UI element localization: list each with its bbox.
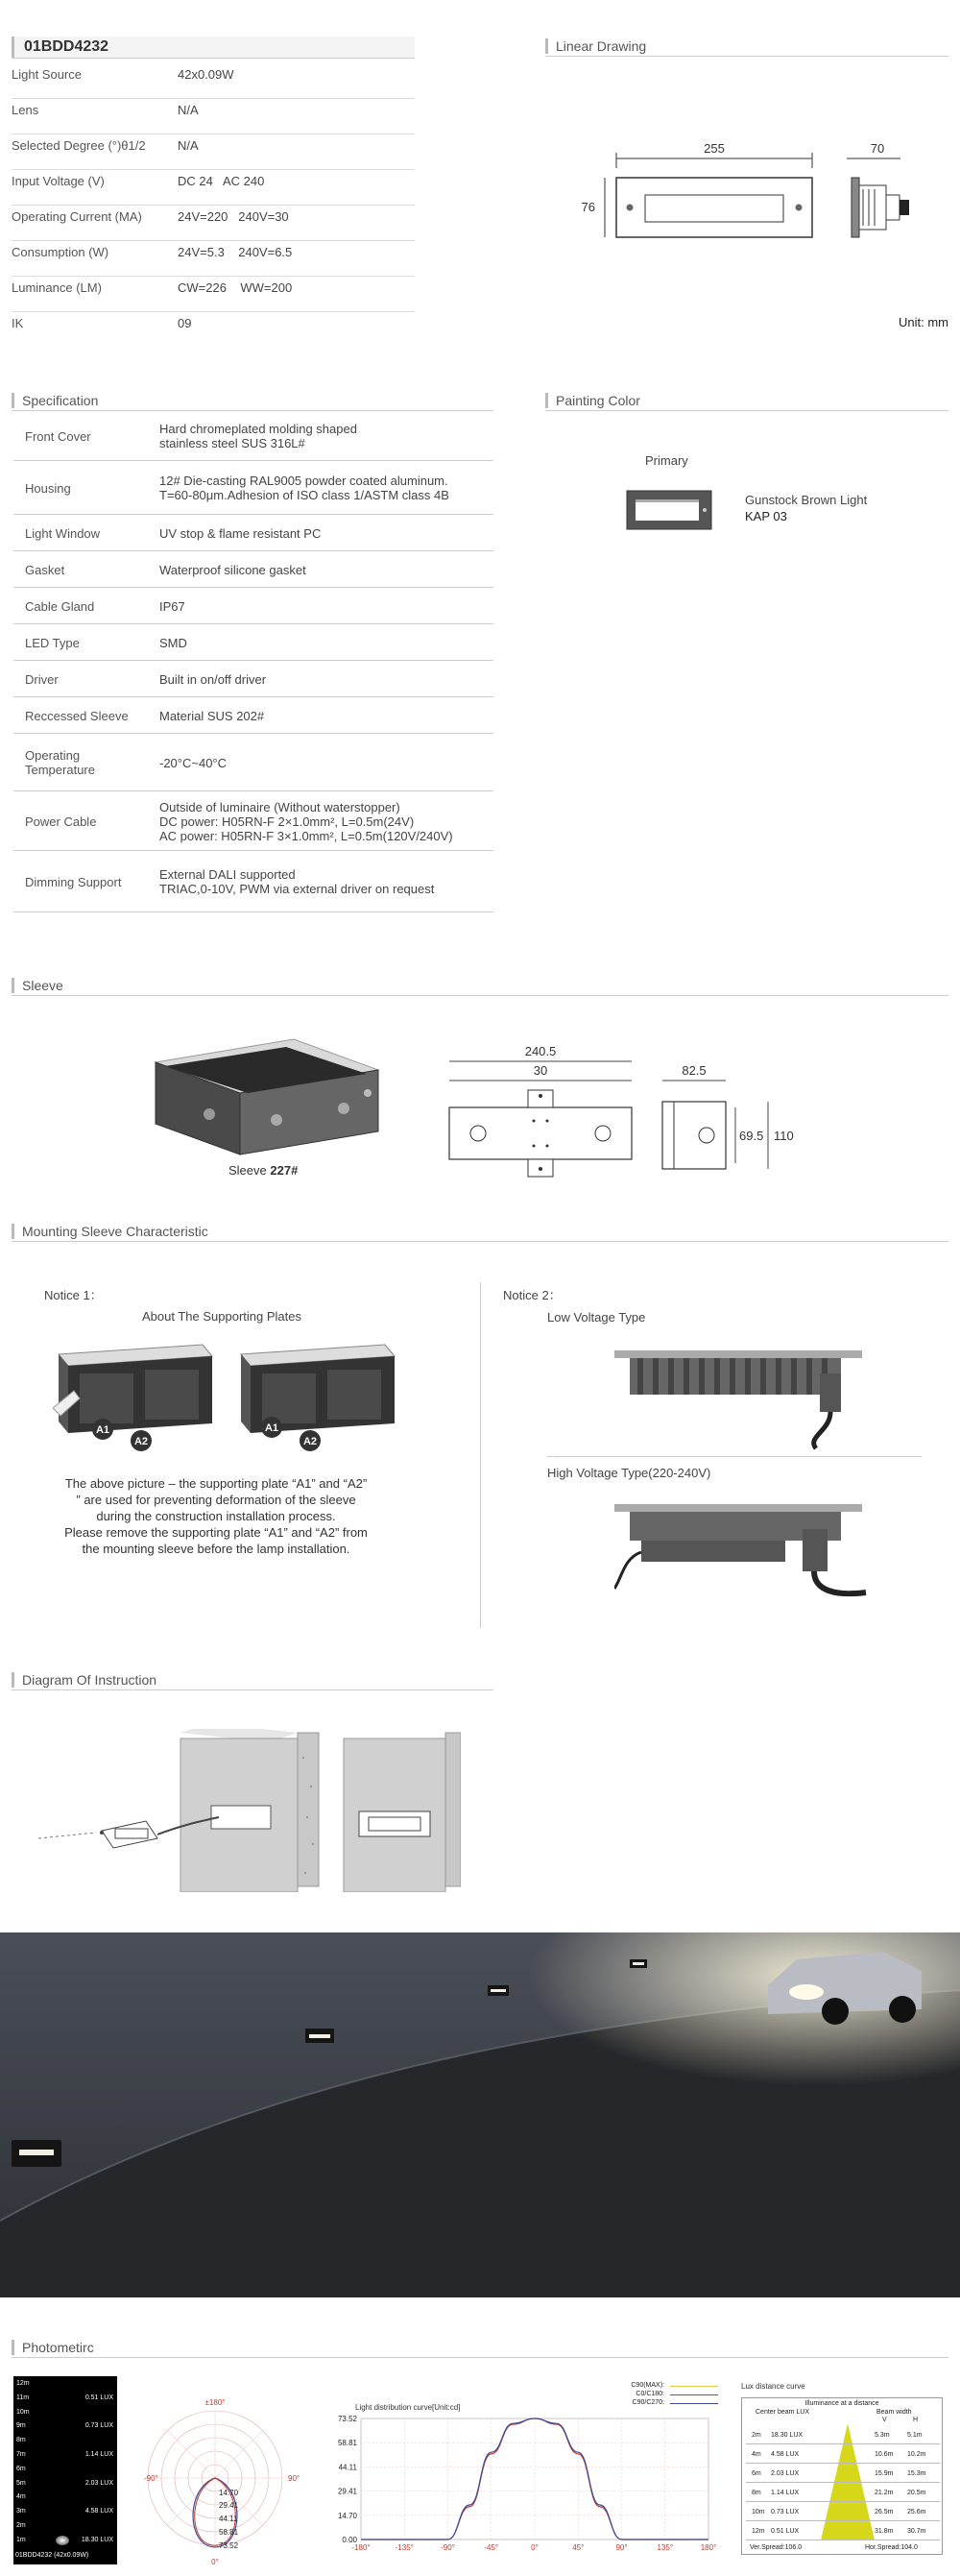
legend-entry xyxy=(576,2399,720,2408)
low-voltage-label: Low Voltage Type xyxy=(547,1310,646,1324)
high-voltage-illustration xyxy=(614,1500,874,1606)
illum-v: 21.2m xyxy=(875,2490,894,2496)
parameter-row xyxy=(12,63,415,99)
sleeve-drawing-side xyxy=(653,1061,816,1177)
lux-row-value: 2.03 LUX xyxy=(84,2479,113,2487)
lux-row-value: 18.30 LUX xyxy=(81,2536,113,2543)
illum-distance: 4m xyxy=(752,2451,761,2458)
illum-h: 10.2m xyxy=(907,2451,926,2458)
lux-row-distance: 4m xyxy=(16,2493,26,2501)
spec-value: Built in on/off driver xyxy=(159,672,267,687)
sleeve-title: Sleeve xyxy=(12,978,63,993)
illum-header-center: Center beam LUX xyxy=(756,2409,810,2416)
illum-h: 20.5m xyxy=(907,2490,926,2496)
parameter-key: Operating Current (MA) xyxy=(12,209,142,224)
badge-a2-right: A2 xyxy=(302,1436,318,1447)
spec-row xyxy=(13,661,493,697)
lux-row-distance: 11m xyxy=(16,2394,30,2401)
legend-swatch xyxy=(670,2394,718,2395)
lux-row xyxy=(13,2480,117,2493)
spec-key: LED Type xyxy=(25,636,80,650)
polar-plot xyxy=(144,2380,307,2568)
light-distribution-chart xyxy=(317,2409,720,2563)
legend-label: C90(MAX): xyxy=(631,2382,664,2389)
illum-row-line xyxy=(746,2443,940,2444)
chart-x-tick-label: -90° xyxy=(441,2543,455,2552)
spec-key: Power Cable xyxy=(25,814,97,829)
parameter-key: Selected Degree (°)θ1/2 xyxy=(12,138,146,153)
parameter-row xyxy=(12,170,415,206)
parameter-value: 24V=5.3 240V=6.5 xyxy=(178,245,293,259)
illum-lux: 18.30 LUX xyxy=(771,2432,804,2439)
primary-label: Primary xyxy=(645,453,688,468)
application-scene-photo xyxy=(0,1932,960,2297)
lux-row-distance: 3m xyxy=(16,2508,26,2515)
spec-key: Front Cover xyxy=(25,429,91,444)
lux-row xyxy=(13,2522,117,2536)
ver-spread: Ver.Spread:106.0 xyxy=(750,2544,803,2551)
legend-swatch xyxy=(670,2386,718,2387)
parameter-value: DC 24 AC 240 xyxy=(178,174,265,188)
parameter-row xyxy=(12,241,415,277)
spec-value: Material SUS 202# xyxy=(159,709,265,723)
illum-v: 26.5m xyxy=(875,2509,894,2515)
polar-label-right: 90° xyxy=(288,2474,300,2483)
polar-value-1: 14.70 xyxy=(219,2489,239,2497)
lux-row-distance: 9m xyxy=(16,2422,26,2430)
illum-distance: 6m xyxy=(752,2470,761,2477)
lux-panel xyxy=(13,2376,117,2564)
illum-header-beam: Beam width xyxy=(876,2409,912,2416)
chart-x-tick-label: 90° xyxy=(615,2543,628,2552)
lux-row-distance: 1m xyxy=(16,2536,26,2543)
lux-row xyxy=(13,2380,117,2394)
parameter-value: N/A xyxy=(178,103,199,117)
lux-distance-title: Lux distance curve xyxy=(741,2382,805,2391)
spec-key: Cable Gland xyxy=(25,599,95,614)
notice-1-text: The above picture – the supporting plate “A1” and “A2” ” are used for preventing deformation of the sleeve during the construction installation process. Please remove the supporting plate “A1” and “A2” from the mounting sleeve before the lamp installation. xyxy=(64,1476,368,1556)
polar-value-2: 29.41 xyxy=(219,2501,239,2510)
instruction-title: Diagram Of Instruction xyxy=(12,1672,156,1688)
parameter-key: IK xyxy=(12,316,24,330)
sleeve-photo xyxy=(152,1035,382,1160)
parameter-value: 24V=220 240V=30 xyxy=(178,209,289,224)
lux-row xyxy=(13,2422,117,2436)
illum-distance: 10m xyxy=(752,2509,765,2515)
spec-key: Gasket xyxy=(25,563,65,577)
illum-lux: 0.51 LUX xyxy=(771,2528,800,2535)
notice-2-label: Notice 2： xyxy=(503,1288,562,1302)
supporting-plate-illustration xyxy=(53,1341,398,1456)
polar-value-5: 73.52 xyxy=(219,2541,239,2550)
chart-x-tick-label: 45° xyxy=(572,2543,585,2552)
spec-key: Reccessed Sleeve xyxy=(25,709,129,723)
illum-v: 5.3m xyxy=(875,2432,890,2439)
illum-v: 31.8m xyxy=(875,2528,894,2535)
illum-v: 10.6m xyxy=(875,2451,894,2458)
spec-value: Outside of luminaire (Without waterstopper) DC power: H05RN-F 2×1.0mm², L=0.5m(24V) AC power: H05RN-F 3×1.0mm², L=0.5m(120V/240V) xyxy=(159,800,453,843)
lux-row-distance: 2m xyxy=(16,2522,26,2529)
spec-value: IP67 xyxy=(159,599,185,614)
chart-plot-area xyxy=(361,2418,708,2540)
polar-label-top: ±180° xyxy=(204,2398,226,2407)
hor-spread: Hor.Spread:104.0 xyxy=(865,2544,918,2551)
parameter-row xyxy=(12,99,415,134)
spec-value: External DALI supported TRIAC,0-10V, PWM via external driver on request xyxy=(159,867,435,896)
instruction-diagram xyxy=(38,1729,461,1892)
chart-x-tick-label: -180° xyxy=(351,2543,371,2552)
lux-row xyxy=(13,2437,117,2450)
illum-lux: 2.03 LUX xyxy=(771,2470,800,2477)
chart-x-tick-label: 0° xyxy=(531,2543,539,2552)
polar-value-3: 44.11 xyxy=(219,2515,238,2523)
illum-h: 15.3m xyxy=(907,2470,926,2477)
high-voltage-label: High Voltage Type(220-240V) xyxy=(547,1466,711,1480)
spec-row xyxy=(13,411,493,461)
lux-row-distance: 5m xyxy=(16,2479,26,2487)
parameter-key: Input Voltage (V) xyxy=(12,174,105,188)
notice-1-label: Notice 1： xyxy=(44,1288,103,1302)
illum-v: 15.9m xyxy=(875,2470,894,2477)
illum-lux: 1.14 LUX xyxy=(771,2490,800,2496)
parameter-row xyxy=(12,312,415,348)
spec-row xyxy=(13,734,493,791)
spec-key: Dimming Support xyxy=(25,875,122,889)
lux-row-distance: 8m xyxy=(16,2437,26,2444)
spec-row xyxy=(13,515,493,551)
notice-1-subtitle: About The Supporting Plates xyxy=(142,1309,301,1324)
badge-a1-left: A1 xyxy=(95,1424,110,1436)
illum-distance: 2m xyxy=(752,2432,761,2439)
parameter-key: Consumption (W) xyxy=(12,245,109,259)
illum-row-line xyxy=(746,2463,940,2464)
notice-2-separator xyxy=(547,1456,922,1457)
spec-value: SMD xyxy=(159,636,187,650)
lux-row xyxy=(13,2466,117,2479)
illum-row xyxy=(746,2446,940,2464)
chart-x-tick-label: -135° xyxy=(395,2543,414,2552)
sleeve-caption xyxy=(228,1163,298,1178)
lux-row xyxy=(13,2394,117,2408)
product-code: 01BDD4232 xyxy=(12,36,415,58)
spec-key: Operating Temperature xyxy=(25,748,95,777)
chart-x-tick-label: 135° xyxy=(657,2543,674,2552)
lux-row-value: 4.58 LUX xyxy=(84,2508,113,2515)
illum-table xyxy=(741,2397,943,2555)
illum-header-h: H xyxy=(913,2417,919,2423)
mounting-title: Mounting Sleeve Characteristic xyxy=(12,1224,208,1239)
sleeve-model: 227# xyxy=(270,1163,299,1178)
parameter-value: 09 xyxy=(178,316,192,330)
sleeve-dim-side-width-label: 82.5 xyxy=(682,1063,707,1078)
sleeve-caption-prefix: Sleeve xyxy=(228,1163,271,1178)
lux-row xyxy=(13,2508,117,2521)
sleeve-drawing-front xyxy=(442,1042,653,1181)
illum-row xyxy=(746,2427,940,2444)
spec-row xyxy=(13,551,493,588)
spec-value: Hard chromeplated molding shaped stainless steel SUS 316L# xyxy=(159,422,357,450)
unit-label: Unit: mm xyxy=(899,315,948,329)
color-name: Gunstock Brown Light xyxy=(745,493,868,507)
illum-row xyxy=(746,2504,940,2521)
spec-row xyxy=(13,851,493,912)
legend-label: C0/C180: xyxy=(636,2391,664,2397)
illum-row xyxy=(746,2485,940,2502)
chart-x-tick-label: -45° xyxy=(484,2543,499,2552)
sleeve-dim-side-h2-label: 110 xyxy=(774,1129,794,1143)
dim-width-label: 255 xyxy=(704,141,725,156)
polar-label-bottom: 0° xyxy=(211,2558,219,2566)
illum-h: 25.6m xyxy=(907,2509,926,2515)
dim-height-label: 76 xyxy=(581,200,595,214)
spec-value: UV stop & flame resistant PC xyxy=(159,526,322,541)
polar-label-left: -90° xyxy=(144,2474,158,2483)
notice-divider xyxy=(480,1282,481,1628)
legend-entry xyxy=(576,2391,720,2399)
color-code: KAP 03 xyxy=(745,509,787,523)
chart-y-tick-label: 29.41 xyxy=(337,2487,357,2496)
polar-value-4: 58.81 xyxy=(219,2528,239,2537)
chart-y-tick-label: 44.11 xyxy=(338,2463,357,2472)
specification-title: Specification xyxy=(12,393,98,408)
illum-lux: 4.58 LUX xyxy=(771,2451,800,2458)
lux-row-value: 0.51 LUX xyxy=(84,2394,113,2401)
spec-key: Housing xyxy=(25,481,71,496)
badge-a1-right: A1 xyxy=(264,1422,279,1434)
parameter-row xyxy=(12,134,415,170)
illum-row xyxy=(746,2466,940,2483)
spec-row xyxy=(13,624,493,661)
spec-value: 12# Die-casting RAL9005 powder coated aluminum. T=60-80μm.Adhesion of ISO class 1/ASTM class 4B xyxy=(159,474,449,502)
linear-drawing-title: Linear Drawing xyxy=(545,38,646,54)
illum-row-line xyxy=(746,2482,940,2483)
legend-swatch xyxy=(670,2403,718,2404)
linear-drawing xyxy=(576,139,922,255)
spec-row xyxy=(13,697,493,734)
spec-key: Driver xyxy=(25,672,59,687)
spec-row xyxy=(13,791,493,851)
lux-row-distance: 10m xyxy=(16,2408,30,2416)
parameter-value: N/A xyxy=(178,138,199,153)
chart-x-tick-label: 180° xyxy=(700,2543,717,2552)
color-swatch xyxy=(626,490,712,530)
curve-title: Light distribution curve[Unit:cd] xyxy=(355,2403,461,2412)
illum-header-v: V xyxy=(882,2417,887,2423)
lux-light-point xyxy=(56,2536,69,2545)
lux-row-distance: 6m xyxy=(16,2465,26,2472)
spec-row xyxy=(13,588,493,624)
lux-row xyxy=(13,2409,117,2422)
parameter-key: Light Source xyxy=(12,67,82,82)
illum-row-line xyxy=(746,2520,940,2521)
illum-row xyxy=(746,2523,940,2540)
spec-value: Waterproof silicone gasket xyxy=(159,563,306,577)
chart-y-tick-label: 14.70 xyxy=(337,2511,357,2520)
illum-title: Illuminance at a distance xyxy=(804,2400,879,2407)
low-voltage-illustration xyxy=(614,1345,864,1450)
photometric-title: Photometirc xyxy=(12,2340,94,2355)
parameter-row xyxy=(12,277,415,312)
lux-row xyxy=(13,2493,117,2507)
lux-row-value: 0.73 LUX xyxy=(84,2422,113,2430)
sleeve-dim-outer-label: 240.5 xyxy=(524,1044,557,1058)
lux-caption: 01BDD4232 (42x0.09W) xyxy=(15,2552,89,2559)
sleeve-dim-inner-label: 30 xyxy=(533,1063,548,1078)
chart-y-tick-label: 58.81 xyxy=(337,2439,357,2448)
lux-row-distance: 7m xyxy=(16,2451,26,2458)
lux-row xyxy=(13,2451,117,2465)
illum-distance: 12m xyxy=(752,2528,765,2535)
legend-entry xyxy=(576,2382,720,2391)
spec-key: Light Window xyxy=(25,526,101,541)
illum-h: 5.1m xyxy=(907,2432,923,2439)
spec-row xyxy=(13,461,493,515)
illum-row-line xyxy=(746,2501,940,2502)
dim-depth-label: 70 xyxy=(870,141,885,156)
sleeve-dim-side-h1-label: 69.5 xyxy=(739,1129,764,1143)
lux-row-distance: 12m xyxy=(16,2380,30,2387)
painting-color-title: Painting Color xyxy=(545,393,640,408)
illum-h: 30.7m xyxy=(907,2528,926,2535)
chart-y-tick-label: 73.52 xyxy=(337,2415,357,2423)
legend-label: C90/C270: xyxy=(632,2399,664,2406)
parameter-row xyxy=(12,206,415,241)
parameter-key: Lens xyxy=(12,103,39,117)
chart-y-tick-label: 0.00 xyxy=(342,2536,357,2544)
illum-lux: 0.73 LUX xyxy=(771,2509,800,2515)
parameter-value: CW=226 WW=200 xyxy=(178,280,293,295)
badge-a2-left: A2 xyxy=(133,1436,149,1447)
parameter-value: 42x0.09W xyxy=(178,67,234,82)
lux-row-value: 1.14 LUX xyxy=(84,2451,113,2458)
illum-distance: 8m xyxy=(752,2490,761,2496)
spec-value: -20°C~40°C xyxy=(159,756,228,770)
parameter-key: Luminance (LM) xyxy=(12,280,102,295)
